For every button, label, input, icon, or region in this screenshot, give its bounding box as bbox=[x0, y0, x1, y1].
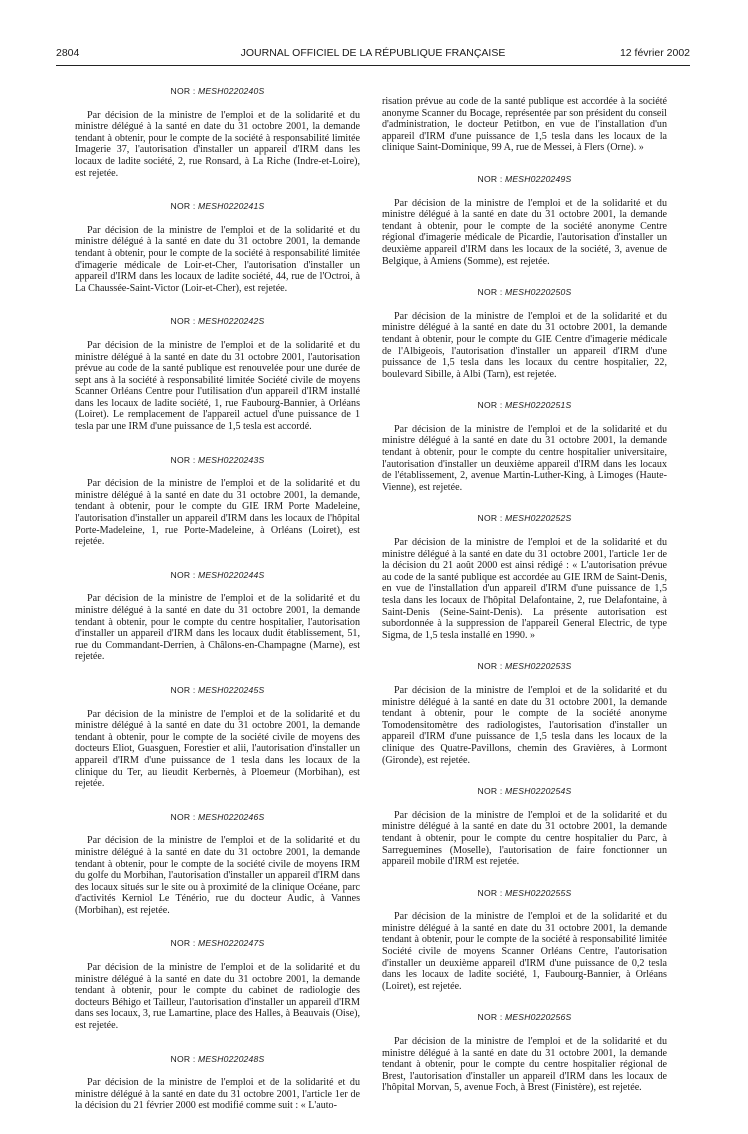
decision-text: Par décision de la ministre de l'emploi et de la solidarité et du ministre délégué à la santé en date du 31 octobre 2001, la demande, tendant à obtenir, pour le compte du GIE IRM Porte Madeleine, l'autorisation d'installer un appareil d'IRM dans les locaux de l'hôpital Porte-Madeleine, 1, rue Porte-Madeleine, à Orléans (Loiret), est rejetée. bbox=[75, 478, 360, 548]
nor-reference bbox=[75, 938, 360, 950]
nor-label: NOR : bbox=[477, 887, 503, 898]
nor-code: MESH0220244S bbox=[198, 569, 265, 580]
decision-entry bbox=[75, 938, 360, 1031]
decision-text: Par décision de la ministre de l'emploi et de la solidarité et du ministre délégué à la santé en date du 31 octobre 2001, l'article 1er de la décision du 21 février 2000 est modifié comme suit : « L'auto- bbox=[75, 1077, 360, 1112]
header-rule bbox=[56, 65, 690, 66]
nor-reference bbox=[75, 455, 360, 467]
decision-entry bbox=[382, 287, 667, 380]
decision-entry bbox=[382, 786, 667, 868]
nor-reference bbox=[382, 513, 667, 525]
decision-entry bbox=[75, 812, 360, 917]
nor-reference bbox=[75, 201, 360, 213]
nor-label: NOR : bbox=[477, 786, 503, 797]
nor-label: NOR : bbox=[170, 201, 196, 212]
nor-reference bbox=[75, 86, 360, 98]
nor-code: MESH0220242S bbox=[198, 316, 265, 327]
nor-label: NOR : bbox=[477, 400, 503, 411]
decision-text: Par décision de la ministre de l'emploi et de la solidarité et du ministre délégué à la santé en date du 31 octobre 2001, la demande tendant à obtenir, pour le compte du centre hospitalier du Parc, à Sarreguemines (Moselle), l'autorisation de faire fonctionner un appareil mobile d'IRM est rejetée. bbox=[382, 809, 667, 868]
decision-text: Par décision de la ministre de l'emploi et de la solidarité et du ministre délégué à la santé en date du 31 octobre 2001, la demande tendant à obtenir, pour le compte de la société anonyme Centre régional d'imagerie médicale de Picardie, l'autorisation d'installer un deuxième appareil d'IRM dans les locaux de la société, 3, avenue de Belgique, à Amiens (Somme), est rejetée. bbox=[382, 197, 667, 267]
nor-code: MESH0220253S bbox=[505, 661, 572, 672]
nor-label: NOR : bbox=[170, 1053, 196, 1064]
right-column bbox=[382, 96, 667, 1114]
decision-entry bbox=[75, 1054, 360, 1112]
nor-code: MESH0220249S bbox=[505, 173, 572, 184]
nor-code: MESH0220248S bbox=[198, 1053, 265, 1064]
issue-date: 12 février 2002 bbox=[619, 47, 690, 59]
nor-reference bbox=[382, 174, 667, 186]
nor-label: NOR : bbox=[170, 569, 196, 580]
nor-label: NOR : bbox=[170, 811, 196, 822]
nor-code: MESH0220245S bbox=[198, 684, 265, 695]
decision-entry bbox=[75, 201, 360, 294]
decision-text: Par décision de la ministre de l'emploi et de la solidarité et du ministre délégué à la santé en date du 31 octobre 2001, l'autorisation prévue au code de la santé publique est renouvelée pour une durée de sept ans à la société à responsabilité limitée Société civile de moyens Scanner Orléans Centre pour l'utilisation d'un appareil d'IRM installé dans les locaux de ladite société, 1, rue Faubourg-Bannier, à Orléans (Loiret). Le remplacement de l'appareil actuel d'une puissance de 1 tesla par une IRM d'une puissance de 1,5 tesla est accordé. bbox=[75, 339, 360, 433]
nor-code: MESH0220243S bbox=[198, 454, 265, 465]
nor-label: NOR : bbox=[170, 316, 196, 327]
nor-reference bbox=[75, 685, 360, 697]
decision-entry bbox=[75, 86, 360, 179]
decision-text: Par décision de la ministre de l'emploi et de la solidarité et du ministre délégué à la santé en date du 31 octobre 2001, la demande tendant à obtenir, pour le compte de la société à responsabilité limitée d'imagerie médicale de Loir-et-Cher, l'autorisation d'installer un appareil d'IRM dans les locaux de ladite société, 44, rue de l'Octroi, à La Chaussée-Saint-Victor (Loir-et-Cher), est rejetée. bbox=[75, 224, 360, 294]
nor-label: NOR : bbox=[477, 661, 503, 672]
decision-entry bbox=[382, 400, 667, 493]
decision-entry bbox=[382, 1012, 667, 1094]
decision-text: Par décision de la ministre de l'emploi et de la solidarité et du ministre délégué à la santé en date du 31 octobre 2001, la demande tendant à obtenir, pour le compte du centre hospitalier, l'autorisation d'installer un appareil d'IRM dans les locaux dudit établissement, 51, rue du Commandant-Derrien, à Châlons-en-Champagne (Marne), est rejetée. bbox=[75, 593, 360, 663]
decision-entry bbox=[75, 685, 360, 790]
nor-reference bbox=[75, 812, 360, 824]
nor-reference bbox=[382, 400, 667, 412]
nor-code: MESH0220252S bbox=[505, 513, 572, 524]
nor-reference bbox=[75, 1054, 360, 1066]
decision-entry bbox=[382, 174, 667, 267]
nor-code: MESH0220256S bbox=[505, 1012, 572, 1023]
nor-reference bbox=[382, 786, 667, 798]
decision-text: Par décision de la ministre de l'emploi et de la solidarité et du ministre délégué à la santé en date du 31 octobre 2001, l'article 1er de la décision du 21 août 2000 est ainsi rédigé : « L'autorisation prévue au code de la santé publique est accordée au GIE IRM de Saint-Denis, en vue de l'installation d'un appareil d'IRM d'une puissance de 1,5 tesla dans les locaux de l'hôpital Delafontaine, 2, rue Delafontaine, à Saint-Denis (Seine-Saint-Denis). La présente autorisation est subordonnée à la suppression de l'appareil General Electric, de type Sigma, de 1,5 tesla installé en 1990. » bbox=[382, 537, 667, 641]
decision-text: Par décision de la ministre de l'emploi et de la solidarité et du ministre délégué à la santé en date du 31 octobre 2001, la demande tendant à obtenir, pour le compte de la société civile de moyens IRM du golfe du Morbihan, l'autorisation d'installer un appareil d'IRM dans des locaux situés sur le site ou à proximité de la clinique Océane, parc d'activités Kerniol Le Ténério, rue du docteur Audic, à Vannes (Morbihan), est rejetée. bbox=[75, 835, 360, 916]
continued-paragraph: risation prévue au code de la santé publique est accordée à la société anonyme Scanner du Bocage, représentée par son président du conseil d'administration, le docteur Petitbon, en vue de l'installation d'un appareil d'IRM d'une puissance de 1,5 tesla dans les locaux de la clinique Saint-Dominique, 99 A, rue de Messei, à Flers (Orne). » bbox=[382, 96, 667, 154]
journal-title: JOURNAL OFFICIEL DE LA RÉPUBLIQUE FRANÇAISE bbox=[240, 47, 506, 59]
nor-code: MESH0220251S bbox=[505, 400, 572, 411]
nor-label: NOR : bbox=[477, 287, 503, 298]
page-header bbox=[56, 47, 690, 63]
decision-text: Par décision de la ministre de l'emploi et de la solidarité et du ministre délégué à la santé en date du 31 octobre 2001, la demande tendant à obtenir, pour le compte du centre hospitalier régional de Brest, l'autorisation d'installer un appareil d'IRM dans les locaux de l'hôpital Morvan, 5, avenue Foch, à Brest (Finistère), est rejetée. bbox=[382, 1036, 667, 1094]
decision-entry bbox=[75, 570, 360, 663]
nor-reference bbox=[382, 661, 667, 673]
nor-code: MESH0220240S bbox=[198, 86, 265, 96]
decision-text: Par décision de la ministre de l'emploi et de la solidarité et du ministre délégué à la santé en date du 31 octobre 2001, la demande tendant à obtenir, pour le compte de la société anonyme Tomodensitomètre des radiologistes, l'autorisation d'installer un appareil d'IRM d'une puissance de 1,5 tesla dans les locaux de la clinique des Quatre-Pavillons, chemin des Gravières, à Lormont (Gironde), est rejetée. bbox=[382, 684, 667, 766]
decision-entry bbox=[382, 513, 667, 641]
nor-reference bbox=[75, 570, 360, 582]
nor-reference bbox=[382, 287, 667, 299]
nor-reference bbox=[382, 1012, 667, 1024]
decision-entry bbox=[75, 316, 360, 432]
nor-label: NOR : bbox=[477, 1012, 503, 1023]
nor-code: MESH0220250S bbox=[505, 287, 572, 298]
nor-label: NOR : bbox=[170, 86, 196, 96]
nor-code: MESH0220255S bbox=[505, 887, 572, 898]
nor-code: MESH0220247S bbox=[198, 938, 265, 949]
nor-label: NOR : bbox=[477, 513, 503, 524]
nor-code: MESH0220246S bbox=[198, 811, 265, 822]
decision-entry bbox=[75, 455, 360, 548]
decision-text: Par décision de la ministre de l'emploi et de la solidarité et du ministre délégué à la santé en date du 31 octobre 2001, la demande tendant à obtenir, pour le compte du cabinet de radiologie des docteurs Béhigo et Tailleur, l'autorisation d'installer un appareil d'IRM dans ses locaux, 3, rue Lamartine, place des Halles, à Beauvais (Oise), est rejetée. bbox=[75, 962, 360, 1032]
left-column bbox=[75, 86, 360, 1134]
nor-label: NOR : bbox=[170, 454, 196, 465]
page-number: 2804 bbox=[56, 47, 80, 59]
decision-text: Par décision de la ministre de l'emploi et de la solidarité et du ministre délégué à la santé en date du 31 octobre 2001, la demande tendant à obtenir, pour le compte de la société à responsabilité limitée Imagerie 37, l'autorisation d'installer un appareil d'IRM dans les locaux de ladite société, 2, rue Ronsard, à La Riche (Indre-et-Loire), est rejetée. bbox=[75, 109, 360, 179]
decision-text: Par décision de la ministre de l'emploi et de la solidarité et du ministre délégué à la santé en date du 31 octobre 2001, la demande tendant à obtenir, pour le compte de la société à responsabilité limitée Société civile de moyens Scanner Orléans Centre, l'autorisation d'installer un deuxième appareil d'IRM d'une puissance de 0,2 tesla dans les locaux de ladite société, 1, Faubourg-Bannier, à Orléans (Loiret), est rejetée. bbox=[382, 911, 667, 992]
nor-label: NOR : bbox=[170, 938, 196, 949]
nor-reference bbox=[75, 316, 360, 328]
decision-text: Par décision de la ministre de l'emploi et de la solidarité et du ministre délégué à la santé en date du 31 octobre 2001, la demande tendant à obtenir, pour le compte du GIE Centre d'imagerie médicale de l'Albigeois, l'autorisation d'installer un appareil d'IRM d'une puissance de 1,5 tesla dans les locaux du centre hospitalier, 22, boulevard Sibille, à Albi (Tarn), est rejetée. bbox=[382, 310, 667, 380]
decision-text: Par décision de la ministre de l'emploi et de la solidarité et du ministre délégué à la santé en date du 31 octobre 2001, la demande tendant à obtenir, pour le compte du centre hospitalier universitaire, l'autorisation d'installer un deuxième appareil d'IRM dans les locaux de l'établissement, 2, avenue Martin-Luther-King, à Limoges (Haute-Vienne), est rejetée. bbox=[382, 423, 667, 493]
nor-label: NOR : bbox=[477, 173, 503, 184]
nor-code: MESH0220254S bbox=[505, 786, 572, 797]
nor-code: MESH0220241S bbox=[198, 201, 265, 212]
decision-entry bbox=[382, 888, 667, 993]
nor-reference bbox=[382, 888, 667, 900]
nor-label: NOR : bbox=[170, 684, 196, 695]
decision-text: Par décision de la ministre de l'emploi et de la solidarité et du ministre délégué à la santé en date du 31 octobre 2001, la demande tendant à obtenir, pour le compte de la société civile de moyens des docteurs Eliot, Guasguen, Forestier et alii, l'autorisation d'installer un appareil d'IRM d'une puissance de 1 tesla dans les locaux de la clinique du Ter, au lieudit Kerbernès, à Ploemeur (Morbihan), est rejetée. bbox=[75, 708, 360, 790]
decision-entry bbox=[382, 661, 667, 766]
